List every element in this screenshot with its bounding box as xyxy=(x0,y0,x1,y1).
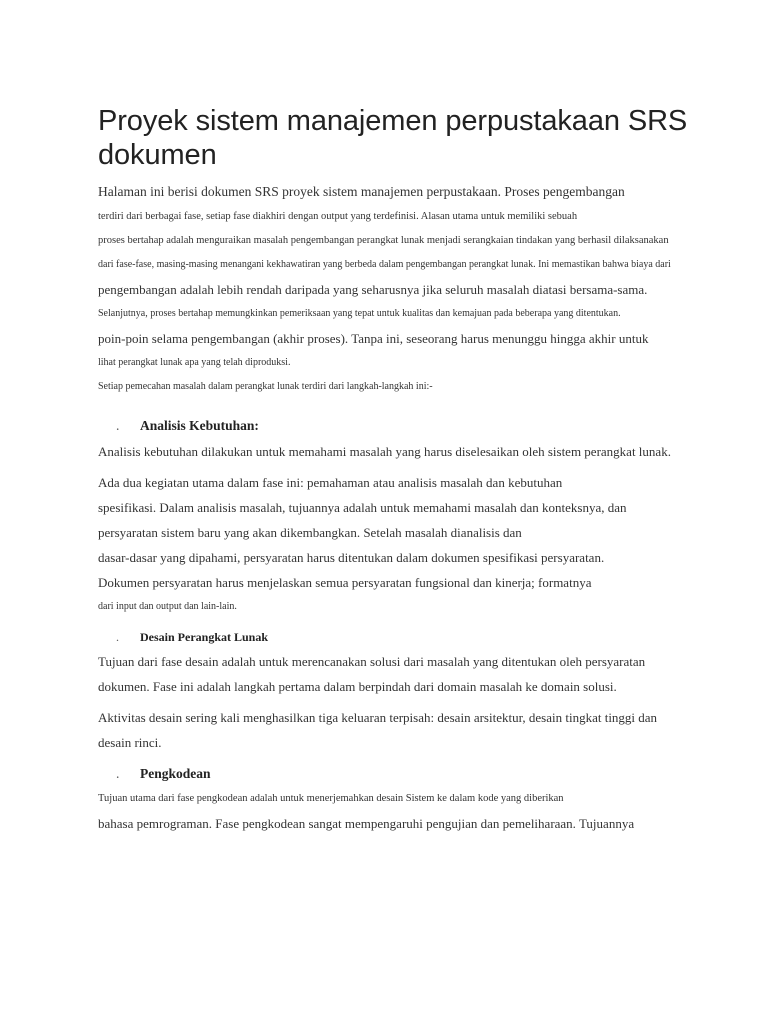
bullet-marker: . xyxy=(116,766,120,781)
section-heading xyxy=(98,625,738,649)
intro-line: proses bertahap adalah menguraikan masalah pengembangan perangkat lunak menjadi serangkaian tindakan yang berhasil dilaksanakan xyxy=(98,235,669,246)
document-title-line-1: Proyek sistem manajemen perpustakaan SRS xyxy=(98,105,688,137)
document-title-line-2: dokumen xyxy=(98,139,217,171)
intro-line: poin-poin selama pengembangan (akhir proses). Tanpa ini, seseorang harus menunggu hingga akhir untuk xyxy=(98,331,649,346)
paragraph-line: Tujuan dari fase desain adalah untuk merencanakan solusi dari masalah yang ditentukan oleh persyaratan xyxy=(98,654,646,669)
intro-line: Halaman ini berisi dokumen SRS proyek sistem manajemen perpustakaan. Proses pengembangan xyxy=(98,184,625,199)
bullet-marker: . xyxy=(116,418,120,433)
intro-line: dari fase-fase, masing-masing menangani kekhawatiran yang berbeda dalam pengembangan perangkat lunak. Ini memastikan bahwa biaya dari xyxy=(98,259,671,270)
intro-line: terdiri dari berbagai fase, setiap fase diakhiri dengan output yang terdefinisi. Alasan utama untuk memiliki sebuah xyxy=(98,211,578,222)
paragraph-line: bahasa pemrograman. Fase pengkodean sangat mempengaruhi pengujian dan pemeliharaan. Tujuannya xyxy=(98,816,635,831)
document-page xyxy=(98,104,738,836)
paragraph-line: Tujuan utama dari fase pengkodean adalah untuk menerjemahkan desain Sistem ke dalam kode yang diberikan xyxy=(98,793,564,804)
section-heading xyxy=(98,413,738,439)
paragraph-line: dari input dan output dan lain-lain. xyxy=(98,601,237,612)
bullet-marker: . xyxy=(116,630,119,644)
paragraph-line: Dokumen persyaratan harus menjelaskan semua persyaratan fungsional dan kinerja; formatnya xyxy=(98,575,592,590)
intro-paragraph xyxy=(98,179,738,399)
section-heading xyxy=(98,761,738,787)
intro-line: Selanjutnya, proses bertahap memungkinkan pemeriksaan yang tepat untuk kualitas dan kemajuan pada beberapa yang ditentukan. xyxy=(98,308,621,319)
section-heading-text: Analisis Kebutuhan: xyxy=(140,418,259,433)
section-heading-text: Desain Perangkat Lunak xyxy=(140,630,269,644)
section-coding xyxy=(98,761,738,836)
intro-line: Setiap pemecahan masalah dalam perangkat lunak terdiri dari langkah-langkah ini:- xyxy=(98,381,433,392)
intro-line: pengembangan adalah lebih rendah daripada yang seharusnya jika seluruh masalah diatasi bersama-sama. xyxy=(98,282,648,297)
intro-line: lihat perangkat lunak apa yang telah diproduksi. xyxy=(98,357,291,368)
document-title xyxy=(98,104,738,172)
paragraph-line: spesifikasi. Dalam analisis masalah, tujuannya adalah untuk memahami masalah dan konteksnya, dan xyxy=(98,500,627,515)
section-paragraph xyxy=(98,705,738,755)
section-requirements-analysis xyxy=(98,413,738,619)
section-software-design xyxy=(98,625,738,755)
section-paragraph: Analisis kebutuhan dilakukan untuk memahami masalah yang harus diselesaikan oleh sistem perangkat lunak. xyxy=(98,444,671,459)
paragraph-line: desain rinci. xyxy=(98,735,162,750)
paragraph-line: dasar-dasar yang dipahami, persyaratan harus ditentukan dalam dokumen spesifikasi persyaratan. xyxy=(98,550,605,565)
paragraph-line: Ada dua kegiatan utama dalam fase ini: pemahaman atau analisis masalah dan kebutuhan xyxy=(98,475,563,490)
paragraph-line: dokumen. Fase ini adalah langkah pertama dalam berpindah dari domain masalah ke domain solusi. xyxy=(98,679,617,694)
paragraph-line: persyaratan sistem baru yang akan dikembangkan. Setelah masalah dianalisis dan xyxy=(98,525,522,540)
section-paragraph xyxy=(98,649,738,699)
section-paragraph xyxy=(98,470,738,619)
paragraph-line: Aktivitas desain sering kali menghasilkan tiga keluaran terpisah: desain arsitektur, desain tingkat tinggi dan xyxy=(98,710,658,725)
section-heading-text: Pengkodean xyxy=(140,766,211,781)
section-paragraph xyxy=(98,787,738,836)
